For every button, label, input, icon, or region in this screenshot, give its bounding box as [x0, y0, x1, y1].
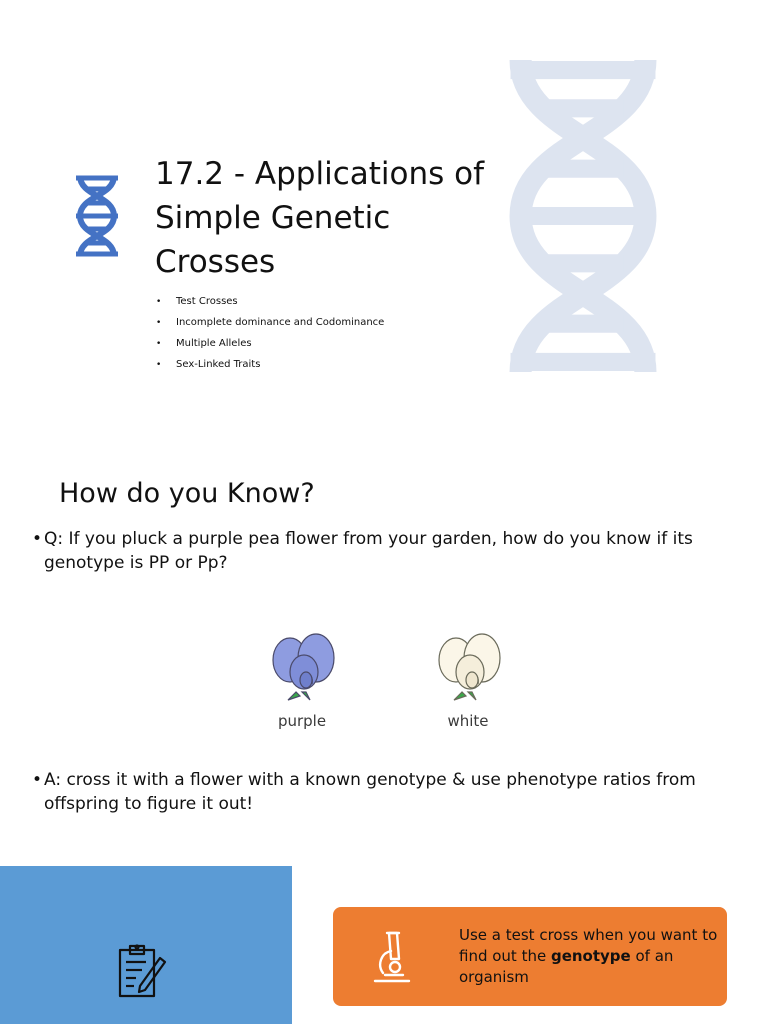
callout-bold-word: genotype	[550, 947, 631, 965]
callout-text-part: of an organism	[459, 947, 674, 986]
purple-flower-label: purple	[277, 712, 327, 730]
dna-icon	[74, 174, 120, 258]
white-pea-flower-icon	[432, 630, 512, 702]
answer-text	[32, 768, 744, 816]
topic-item: • Test Crosses	[156, 294, 384, 315]
title-slide	[0, 0, 768, 440]
slide-heading: How do you Know?	[59, 478, 315, 509]
question-text	[32, 527, 744, 575]
topic-list	[156, 294, 384, 378]
topic-item: • Multiple Alleles	[156, 336, 384, 357]
purple-pea-flower-icon	[266, 630, 346, 702]
question-body: Q: If you pluck a purple pea flower from your garden, how do you know if its genotype is PP or Pp?	[44, 529, 693, 573]
microscope-icon	[373, 929, 411, 985]
callout-text	[459, 925, 721, 988]
topic-item: • Sex-Linked Traits	[156, 357, 384, 378]
answer-body: A: cross it with a flower with a known genotype & use phenotype ratios from offspring to figure it out!	[44, 770, 696, 814]
topic-item: • Incomplete dominance and Codominance	[156, 315, 384, 336]
bullet-marker: •	[32, 770, 43, 790]
question-slide	[0, 466, 768, 846]
bullet-marker: •	[32, 529, 43, 549]
slide-title: 17.2 - Applications of Simple Genetic Crosses	[155, 156, 485, 280]
clipboard-pencil-icon	[114, 942, 168, 998]
summary-slide	[0, 866, 768, 1024]
white-flower-label: white	[447, 712, 489, 730]
callout-text-part: Use a test cross when you want to find out the	[459, 926, 718, 965]
dna-watermark-icon	[498, 60, 668, 372]
